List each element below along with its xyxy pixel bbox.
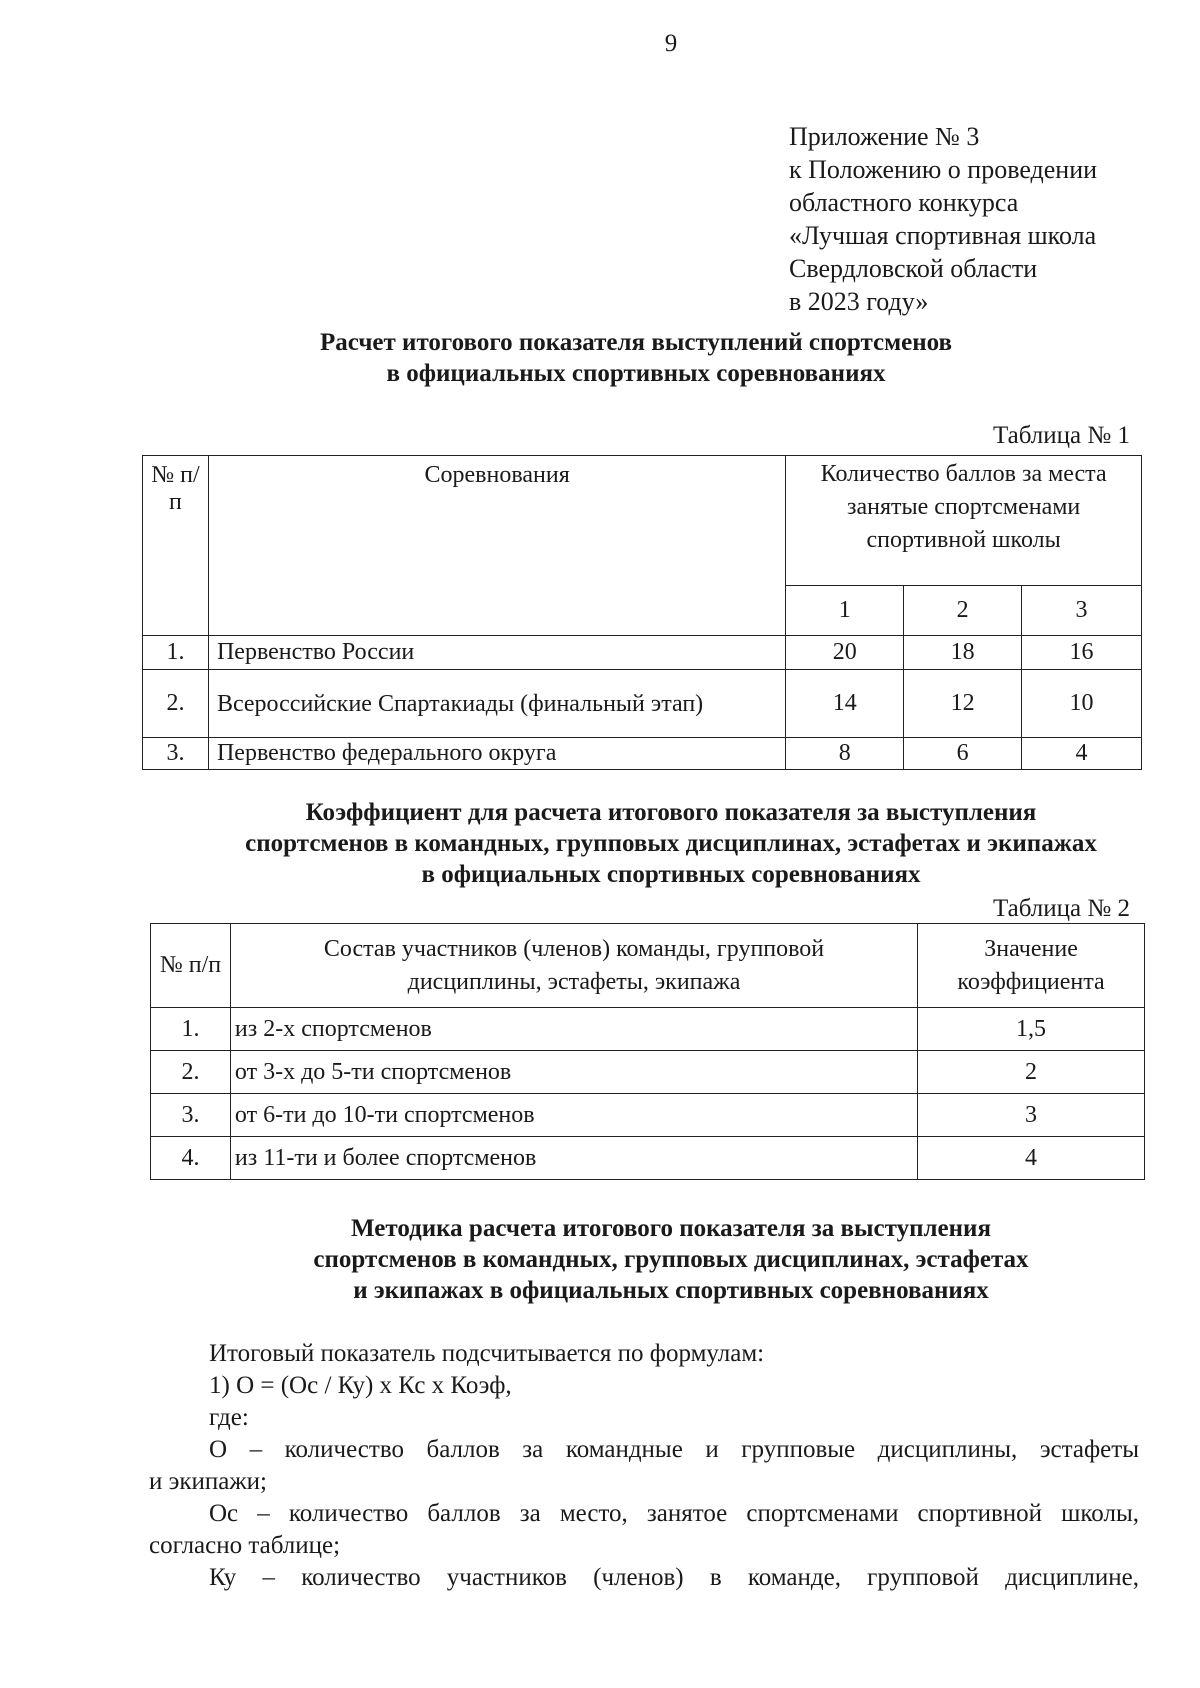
definition-o-cont: и экипажи; — [149, 1468, 267, 1495]
table1-header-points: Количество баллов за места занятые спортсменами спортивной школы — [786, 456, 1142, 586]
table1-cell-p3: 16 — [1022, 636, 1142, 670]
appendix-line: в 2023 году» — [789, 287, 929, 316]
section2-title-line: Коэффициент для расчета итогового показателя за выступления — [305, 799, 1037, 826]
table2-cell-num: 1. — [151, 1008, 231, 1051]
table1 — [142, 455, 1142, 770]
table1-cell-p1: 14 — [786, 670, 904, 738]
table1-header-num: № п/п — [143, 456, 209, 636]
table2-cell-composition: от 6-ти до 10-ти спортсменов — [230, 1094, 917, 1137]
table-row — [143, 670, 1142, 738]
table2-cell-value: 1,5 — [918, 1008, 1145, 1051]
table2-cell-composition: из 2-х спортсменов — [230, 1008, 917, 1051]
table2-header-composition: Состав участников (членов) команды, групповой дисциплины, эстафеты, экипажа — [230, 924, 917, 1008]
table1-header-competition: Соревнования — [208, 456, 785, 636]
table1-cell-p1: 20 — [786, 636, 904, 670]
table2-cell-composition: от 3-х до 5-ти спортсменов — [230, 1051, 917, 1094]
table1-cell-p1: 8 — [786, 738, 904, 770]
table-row — [151, 1051, 1145, 1094]
table1-cell-num: 3. — [143, 738, 209, 770]
definition-os-cont: согласно таблице; — [149, 1532, 341, 1559]
appendix-line: к Положению о проведении — [789, 155, 1098, 184]
section1-title-line: Расчет итогового показателя выступлений спортсменов — [319, 329, 953, 356]
table1-cell-p3: 10 — [1022, 670, 1142, 738]
table1-cell-num: 2. — [143, 670, 209, 738]
methodology-intro: Итоговый показатель подсчитывается по формулам: — [209, 1340, 765, 1367]
table2-header-num: № п/п — [151, 924, 231, 1008]
table2-cell-num: 4. — [151, 1137, 231, 1180]
table1-cell-num: 1. — [143, 636, 209, 670]
section2-title — [0, 797, 1200, 890]
section3-title-line: и экипажах в официальных спортивных соревнованиях — [353, 1277, 989, 1304]
section3-title-line: Методика расчета итогового показателя за выступления — [351, 1215, 991, 1242]
table2 — [150, 923, 1145, 1180]
section2-title-line: спортсменов в командных, групповых дисциплинах, эстафетах и экипажах — [245, 830, 1097, 857]
methodology-formula: 1) О = (Ос / Ку) х Кс х Коэф, — [209, 1372, 512, 1399]
appendix-block — [789, 120, 1097, 318]
table2-header-value: Значение коэффициента — [918, 924, 1145, 1008]
table2-cell-composition: из 11-ти и более спортсменов — [230, 1137, 917, 1180]
table2-cell-value: 3 — [918, 1094, 1145, 1137]
section2-title-line: в официальных спортивных соревнованиях — [421, 861, 921, 888]
table-row — [143, 636, 1142, 670]
table1-header-place: 1 — [786, 586, 904, 636]
table2-cell-num: 2. — [151, 1051, 231, 1094]
table2-cell-num: 3. — [151, 1094, 231, 1137]
section3-title — [0, 1213, 1200, 1306]
table1-header-place: 3 — [1022, 586, 1142, 636]
table-row — [151, 1008, 1145, 1051]
table1-cell-p2: 12 — [904, 670, 1022, 738]
appendix-line: областного конкурса — [789, 188, 1019, 217]
table1-cell-name: Первенство федерального округа — [208, 738, 785, 770]
table1-header-place: 2 — [904, 586, 1022, 636]
table2-cell-value: 2 — [918, 1051, 1145, 1094]
section3-title-line: спортсменов в командных, групповых дисциплинах, эстафетах — [313, 1246, 1029, 1273]
table1-cell-name: Всероссийские Спартакиады (финальный этап) — [208, 670, 785, 738]
methodology-where: где: — [209, 1404, 249, 1431]
table-row — [151, 1137, 1145, 1180]
table1-cell-p2: 6 — [904, 738, 1022, 770]
definition-ku: Ку – количество участников (членов) в команде, групповой дисциплине, — [209, 1564, 1139, 1591]
table-row — [151, 1094, 1145, 1137]
section1-title-line: в официальных спортивных соревнованиях — [386, 360, 886, 387]
methodology-text — [149, 1338, 1139, 1594]
section1-title — [0, 327, 1200, 389]
table-row — [143, 738, 1142, 770]
table1-caption: Таблица № 1 — [992, 422, 1130, 449]
table2-cell-value: 4 — [918, 1137, 1145, 1180]
definition-o: О – количество баллов за командные и групповые дисциплины, эстафеты — [209, 1436, 1139, 1463]
table2-caption: Таблица № 2 — [992, 895, 1130, 922]
appendix-line: «Лучшая спортивная школа — [789, 221, 1097, 250]
appendix-line: Приложение № 3 — [789, 122, 980, 151]
table1-cell-p3: 4 — [1022, 738, 1142, 770]
table1-cell-name: Первенство России — [208, 636, 785, 670]
definition-os: Ос – количество баллов за место, занятое спортсменами спортивной школы, — [209, 1500, 1139, 1527]
appendix-line: Свердловской области — [789, 254, 1038, 283]
page-number: 9 — [664, 30, 678, 57]
table1-cell-p2: 18 — [904, 636, 1022, 670]
